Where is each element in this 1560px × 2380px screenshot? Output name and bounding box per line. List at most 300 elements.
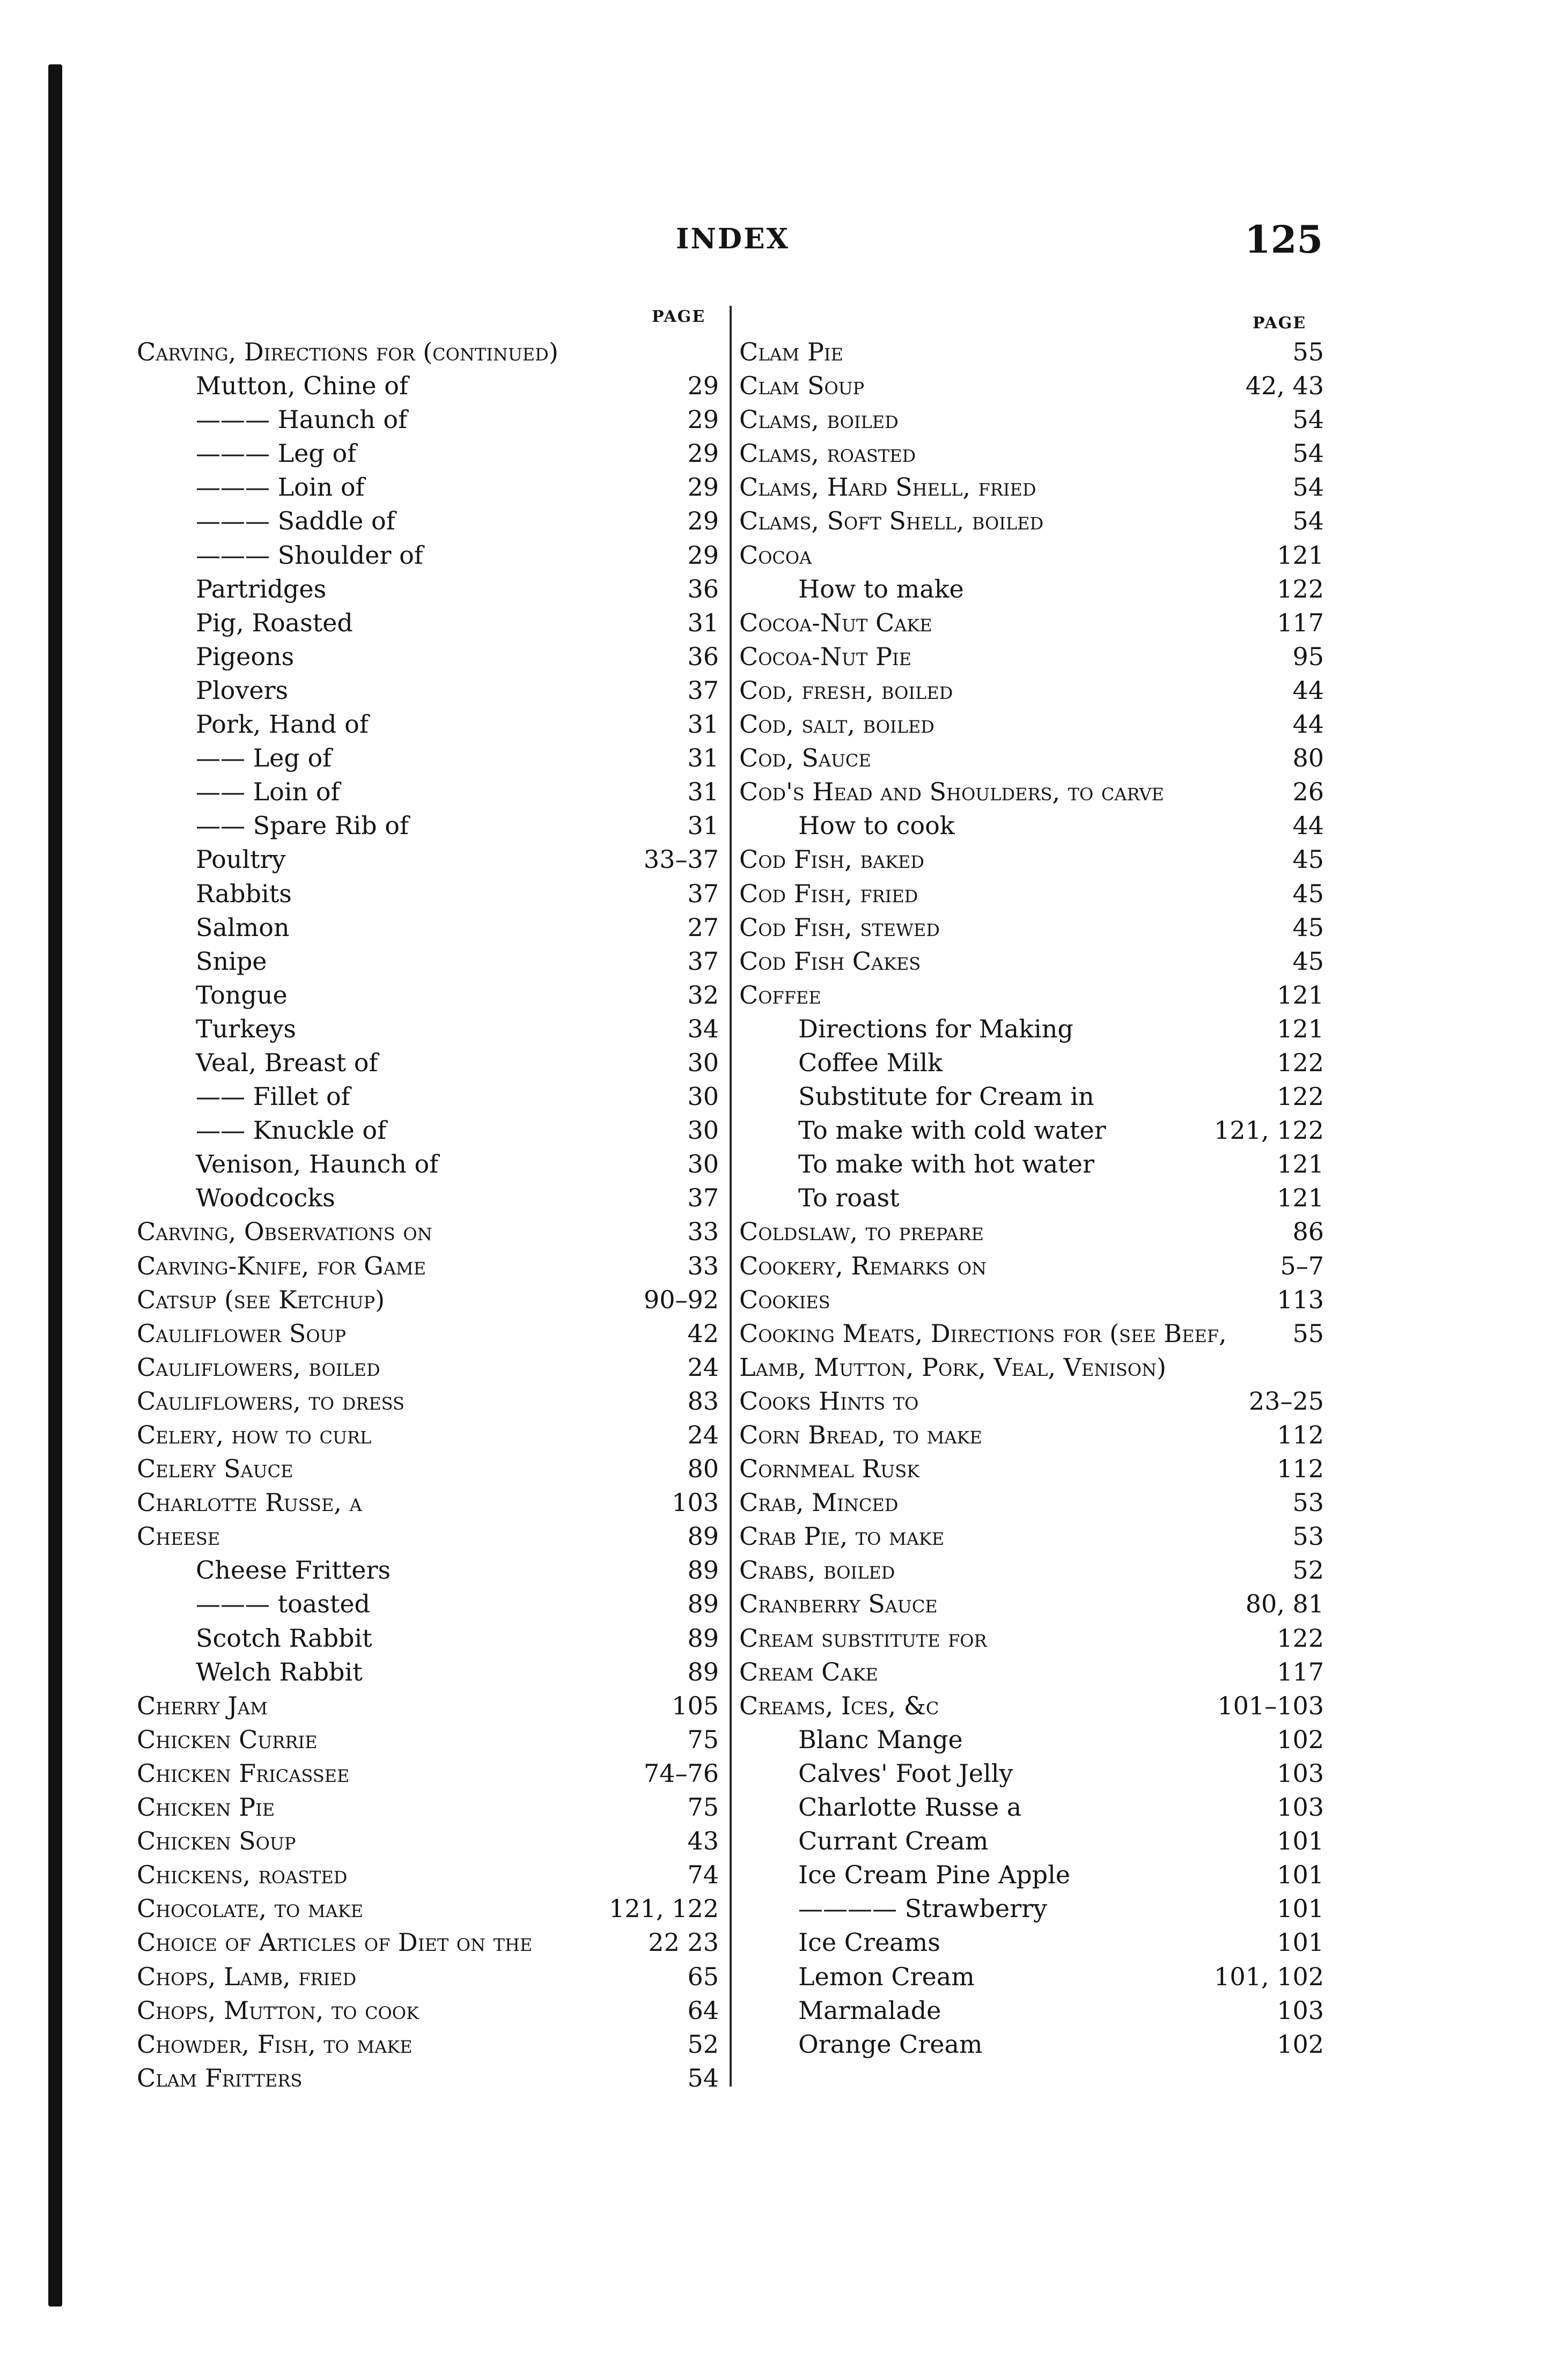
index-entry-page: 101 [1277,1860,1324,1890]
index-entry [137,1926,719,1959]
index-entry-text: —— Leg of [196,743,332,773]
index-entry-page: 37 [687,1183,719,1213]
index-entry-text: ——— toasted [196,1589,370,1619]
index-entry-text: Welch Rabbit [196,1657,363,1686]
index-entry [739,775,1324,809]
index-entry-text: Currant Cream [798,1826,989,1856]
index-entry-text: Clams, Hard Shell, fried [739,473,1036,502]
index-entry-text: Chicken Currie [137,1725,318,1754]
index-entry-text: ———— Strawberry [798,1894,1048,1924]
index-entry-text: Creams, Ices, &c [739,1691,939,1720]
index-entry-page: 101 [1277,1928,1324,1957]
index-entry-page: 29 [687,371,719,401]
index-entry-page: 45 [1292,879,1324,908]
index-entry-page: 80, 81 [1245,1589,1324,1619]
index-entry [739,1587,1324,1621]
index-entry-text: Tongue [196,980,288,1010]
index-entry-page: 102 [1277,1725,1324,1754]
index-entry-text: How to make [798,574,964,603]
index-entry-page: 75 [687,1725,719,1754]
index-entry [137,572,719,606]
index-entry [739,335,1324,369]
index-entry-text: ——— Loin of [196,473,365,502]
index-entry [739,1249,1324,1283]
index-entry-text: Cod, salt, boiled [739,710,934,739]
index-entry-text: Carving, Directions for (continued) [137,337,558,366]
index-entry-page: 34 [687,1014,719,1043]
index-entry-page: 29 [687,405,719,434]
index-entry [739,572,1324,606]
index-entry [739,1757,1324,1790]
index-entry [137,1418,719,1452]
index-entry-text: Plovers [196,675,289,705]
index-entry [739,1046,1324,1080]
index-entry [137,1215,719,1249]
index-entry-page: 31 [687,608,719,637]
index-entry-page: 121 [1277,980,1324,1010]
index-entry-text: Clams, Soft Shell, boiled [739,506,1044,536]
index-entry-page: 112 [1277,1420,1324,1449]
index-entry-page: 37 [687,879,719,908]
index-entry-text: Crab, Minced [739,1488,899,1517]
index-entry-text: Chicken Soup [137,1826,296,1856]
index-entry-text: Cod's Head and Shoulders, to carve [739,777,1164,807]
index-entry [137,1587,719,1621]
index-entry-page: 31 [687,710,719,739]
index-entry-page: 30 [687,1048,719,1077]
index-entry-page: 101 [1277,1894,1324,1924]
index-entry-page: 103 [672,1488,719,1517]
index-entry-text: Cod, Sauce [739,743,871,773]
index-entry [739,606,1324,640]
index-entry-text: Clam Pie [739,337,843,366]
index-entry [137,741,719,775]
index-entry-page: 103 [1277,1995,1324,2025]
index-entry-page: 30 [687,1116,719,1145]
index-entry [739,843,1324,876]
index-entry-text: Pigeons [196,642,295,671]
index-entry [137,369,719,403]
index-entry-page: 121, 122 [609,1894,719,1924]
index-entry-page: 53 [1292,1488,1324,1517]
index-entry [739,809,1324,843]
index-entry-text: Chowder, Fish, to make [137,2029,413,2059]
index-entry [137,1317,719,1351]
index-entry-text: Catsup (see Ketchup) [137,1285,385,1314]
index-entry-text: Cod Fish Cakes [739,946,921,976]
index-entry-text: Woodcocks [196,1183,335,1213]
index-entry-text: To make with cold water [798,1116,1106,1145]
index-entry-page: 122 [1277,574,1324,603]
index-entry-page: 33–37 [643,845,719,874]
index-entry-page: 23–25 [1248,1386,1324,1416]
index-entry [137,539,719,572]
index-entry-text: Crab Pie, to make [739,1522,945,1551]
index-entry-page: 32 [687,980,719,1010]
index-entry-page: 117 [1277,608,1324,637]
index-entry [137,1553,719,1587]
index-entry-text: —— Fillet of [196,1082,350,1111]
index-entry-text: Ice Creams [798,1928,940,1957]
index-entry [137,640,719,674]
index-entry-page: 29 [687,540,719,570]
index-entry [137,1622,719,1655]
index-entry-text: Scotch Rabbit [196,1623,372,1653]
index-entry-page: 121 [1277,1014,1324,1043]
index-entry-page: 80 [687,1454,719,1484]
index-entry-page: 45 [1292,946,1324,976]
index-entry-page: 95 [1292,642,1324,671]
index-entry-page: 102 [1277,2029,1324,2059]
index-entry-text: Chops, Lamb, fried [137,1962,357,1991]
left-column-page-heading: PAGE [652,307,706,326]
index-entry-text: Cherry Jam [137,1691,268,1720]
index-entry-page: 74 [687,1860,719,1890]
index-entry-page: 80 [1292,743,1324,773]
index-entry [739,1418,1324,1452]
index-entry-text: Clams, boiled [739,405,899,434]
index-entry-text: How to cook [798,811,955,841]
index-entry [739,1080,1324,1114]
index-entry [739,539,1324,572]
index-entry-page: 27 [687,912,719,942]
index-entry-page: 113 [1277,1285,1324,1314]
index-entry [739,1520,1324,1553]
index-entry-page: 42 [687,1318,719,1348]
index-entry [137,504,719,538]
index-entry-page: 24 [687,1420,719,1449]
index-entry-page: 122 [1277,1623,1324,1653]
index-entry-page: 74–76 [643,1758,719,1788]
index-entry-text: Cookery, Remarks on [739,1251,987,1280]
index-entry-text: Carving, Observations on [137,1217,432,1247]
index-entry-page: 121 [1277,1150,1324,1179]
index-entry [137,403,719,437]
index-entry [137,2028,719,2061]
index-entry-text: Clams, roasted [739,439,916,468]
index-entry-page: 89 [687,1556,719,1585]
index-entry [137,1452,719,1486]
index-entry-text: —— Loin of [196,777,340,807]
index-entry [137,1757,719,1790]
index-entry-page: 24 [687,1352,719,1382]
index-entry [137,1283,719,1317]
index-entry-page: 89 [687,1623,719,1653]
index-entry-page: 54 [1292,506,1324,536]
index-entry-page: 29 [687,506,719,536]
index-entry-page: 53 [1292,1522,1324,1551]
index-entry-text: Clam Soup [739,371,865,401]
index-entry-text: Ice Cream Pine Apple [798,1860,1071,1890]
index-column-left [137,335,719,2095]
index-entry-page: 33 [687,1217,719,1247]
index-entry [739,1858,1324,1892]
index-entry [739,1655,1324,1689]
index-entry [739,708,1324,741]
index-entry-text: Cauliflower Soup [137,1318,347,1348]
index-entry-text: Orange Cream [798,2029,983,2059]
index-entry [137,674,719,708]
index-entry-text: Cranberry Sauce [739,1589,938,1619]
index-entry-page: 103 [1277,1793,1324,1822]
index-entry-text: Coffee [739,980,821,1010]
index-entry-page: 121 [1277,1183,1324,1213]
index-entry [137,775,719,809]
index-entry [739,1181,1324,1215]
index-entry-text: Chicken Fricassee [137,1758,350,1788]
index-entry [739,1147,1324,1181]
index-entry [739,1553,1324,1587]
index-entry-text: Cocoa-Nut Pie [739,642,911,671]
index-entry [137,1486,719,1520]
index-entry-text: Choice of Articles of Diet on the [137,1928,533,1957]
index-entry [739,945,1324,978]
index-entry-text: Cauliflowers, boiled [137,1352,380,1382]
index-entry-page: 45 [1292,845,1324,874]
index-entry [137,1249,719,1283]
index-entry [137,945,719,978]
index-entry-text: Pig, Roasted [196,608,353,637]
index-entry [137,1655,719,1689]
index-entry-text: Chickens, roasted [137,1860,348,1890]
index-entry-text: Cheese [137,1522,220,1551]
index-entry-page: 42, 43 [1245,371,1324,401]
index-entry [137,911,719,945]
index-entry-text: ——— Leg of [196,439,357,468]
index-entry [739,1960,1324,1994]
index-entry-text: —— Knuckle of [196,1116,387,1145]
index-entry-page: 30 [687,1150,719,1179]
index-entry-text: Partridges [196,574,327,603]
index-entry-text: Charlotte Russe, a [137,1488,362,1517]
index-entry [739,470,1324,504]
index-entry [137,437,719,470]
index-entry [739,1723,1324,1757]
index-entry [137,877,719,911]
index-entry-page: 101, 102 [1214,1962,1324,1991]
index-entry-text: ——— Shoulder of [196,540,423,570]
index-entry [137,1723,719,1757]
index-entry-page: 31 [687,743,719,773]
index-entry-text: Veal, Breast of [196,1048,378,1077]
index-entry-page: 31 [687,811,719,841]
index-entry [137,843,719,876]
index-entry [739,1486,1324,1520]
index-entry-page: 31 [687,777,719,807]
index-entry-text: Snipe [196,946,267,976]
index-entry-page: 55 [1292,337,1324,366]
index-entry-page: 54 [1292,473,1324,502]
index-entry [137,1960,719,1994]
index-entry [137,978,719,1012]
index-entry-text: Venison, Haunch of [196,1150,439,1179]
index-entry-text: ——— Saddle of [196,506,395,536]
index-entry-page: 33 [687,1251,719,1280]
index-entry-page: 112 [1277,1454,1324,1484]
index-entry-text: Turkeys [196,1014,296,1043]
index-entry-page: 105 [672,1691,719,1720]
index-entry-text: Mutton, Chine of [196,371,408,401]
index-entry [137,809,719,843]
index-entry [739,978,1324,1012]
index-entry-text: Cod Fish, baked [739,845,924,874]
index-entry-page: 26 [1292,777,1324,807]
index-entry-page: 5–7 [1280,1251,1324,1280]
index-entry-page: 101 [1277,1826,1324,1856]
index-entry-text: Cream substitute for [739,1623,987,1653]
index-entry-page: 36 [687,642,719,671]
index-entry-text: ——— Haunch of [196,405,408,434]
index-entry [739,1317,1324,1384]
index-entry [137,1351,719,1384]
index-entry-text: —— Spare Rib of [196,811,409,841]
index-entry-text: Substitute for Cream in [798,1082,1094,1111]
index-entry-page: 29 [687,473,719,502]
index-entry-page: 122 [1277,1048,1324,1077]
index-entry [137,1080,719,1114]
index-entry-page: 121 [1277,540,1324,570]
index-entry [137,1858,719,1892]
index-entry-page: 75 [687,1793,719,1822]
index-entry-page: 122 [1277,1082,1324,1111]
index-entry-text: Chicken Pie [137,1793,275,1822]
index-entry [739,1012,1324,1046]
index-entry-page: 22 23 [648,1928,719,1957]
index-entry [739,741,1324,775]
index-entry-text: Chops, Mutton, to cook [137,1995,419,2025]
index-entry-text: Cod Fish, stewed [739,912,940,942]
index-entry [739,437,1324,470]
index-entry [739,877,1324,911]
index-entry-text: Cauliflowers, to dress [137,1386,404,1416]
book-binding-edge [48,64,62,2307]
index-entry-text: Cod Fish, fried [739,879,918,908]
index-entry [739,2028,1324,2061]
index-entry [739,1384,1324,1418]
index-entry [739,1283,1324,1317]
index-entry-page: 29 [687,439,719,468]
index-entry-text: Poultry [196,845,286,874]
index-entry-page: 117 [1277,1657,1324,1686]
index-entry-text: To make with hot water [798,1150,1094,1179]
index-entry [739,403,1324,437]
index-entry [137,1384,719,1418]
index-entry [739,640,1324,674]
index-entry-text: Cornmeal Rusk [739,1454,920,1484]
index-entry-page: 65 [687,1962,719,1991]
index-entry-text: Crabs, boiled [739,1556,895,1585]
index-entry-page: 103 [1277,1758,1324,1788]
index-entry-text: Cream Cake [739,1657,878,1686]
index-entry-text: Pork, Hand of [196,710,369,739]
index-entry-text: Coldslaw, to prepare [739,1217,984,1247]
index-entry-text: Directions for Making [798,1014,1073,1043]
index-entry [137,335,719,369]
index-entry-text: Cooking Meats, Directions for (see Beef, Lamb, Mutton, Pork, Veal, Venison) [739,1318,1227,1382]
index-entry-page: 101–103 [1217,1691,1324,1720]
index-entry [739,1892,1324,1926]
index-entry-page: 37 [687,675,719,705]
index-entry-text: Blanc Mange [798,1725,963,1754]
index-entry-page: 30 [687,1082,719,1111]
index-entry [137,1824,719,1858]
index-entry-page: 52 [687,2029,719,2059]
index-entry [137,1012,719,1046]
index-entry-page: 54 [687,2063,719,2092]
index-entry [739,1452,1324,1486]
index-entry [137,1181,719,1215]
index-entry-text: Charlotte Russe a [798,1793,1022,1822]
index-entry [137,1994,719,2028]
index-entry [739,504,1324,538]
index-entry-text: Carving-Knife, for Game [137,1251,426,1280]
index-entry-page: 55 [1292,1318,1324,1348]
index-entry-page: 83 [687,1386,719,1416]
index-entry [137,606,719,640]
page-title: INDEX [676,223,790,255]
index-entry-text: Calves' Foot Jelly [798,1758,1013,1788]
index-entry-text: Cocoa [739,540,812,570]
index-entry-page: 89 [687,1657,719,1686]
index-entry-text: Coffee Milk [798,1048,943,1077]
index-entry [137,1892,719,1926]
index-entry-page: 43 [687,1826,719,1856]
index-entry-text: Corn Bread, to make [739,1420,982,1449]
index-entry-page: 64 [687,1995,719,2025]
index-entry [739,1215,1324,1249]
index-entry [739,1622,1324,1655]
index-entry [137,1689,719,1723]
index-entry [739,369,1324,403]
index-entry [137,1520,719,1553]
index-entry-page: 90–92 [643,1285,719,1314]
page-number: 125 [1245,217,1323,262]
index-entry-page: 121, 122 [1214,1116,1324,1145]
index-entry [739,1926,1324,1959]
index-entry [739,674,1324,708]
index-entry [739,911,1324,945]
index-column-right [739,335,1324,2061]
index-entry-page: 37 [687,946,719,976]
column-divider [730,306,732,2087]
index-entry [137,2061,719,2095]
index-entry-text: Lemon Cream [798,1962,975,1991]
index-entry [739,1790,1324,1824]
index-entry-page: 89 [687,1589,719,1619]
index-entry [137,1114,719,1147]
index-entry-text: To roast [798,1183,900,1213]
index-entry [137,708,719,741]
index-entry-text: Cheese Fritters [196,1556,391,1585]
index-entry-page: 86 [1292,1217,1324,1247]
index-entry-text: Chocolate, to make [137,1894,363,1924]
index-entry-page: 45 [1292,912,1324,942]
index-entry-text: Cod, fresh, boiled [739,675,953,705]
index-entry-page: 44 [1292,710,1324,739]
index-entry [739,1824,1324,1858]
index-entry-text: Cocoa-Nut Cake [739,608,932,637]
index-entry-page: 44 [1292,675,1324,705]
index-entry-page: 54 [1292,439,1324,468]
index-entry [739,1114,1324,1147]
index-entry-text: Celery, how to curl [137,1420,372,1449]
index-entry [137,1790,719,1824]
index-entry [739,1689,1324,1723]
index-entry-page: 52 [1292,1556,1324,1585]
index-entry-text: Cookies [739,1285,830,1314]
index-entry [137,1046,719,1080]
index-entry-page: 89 [687,1522,719,1551]
